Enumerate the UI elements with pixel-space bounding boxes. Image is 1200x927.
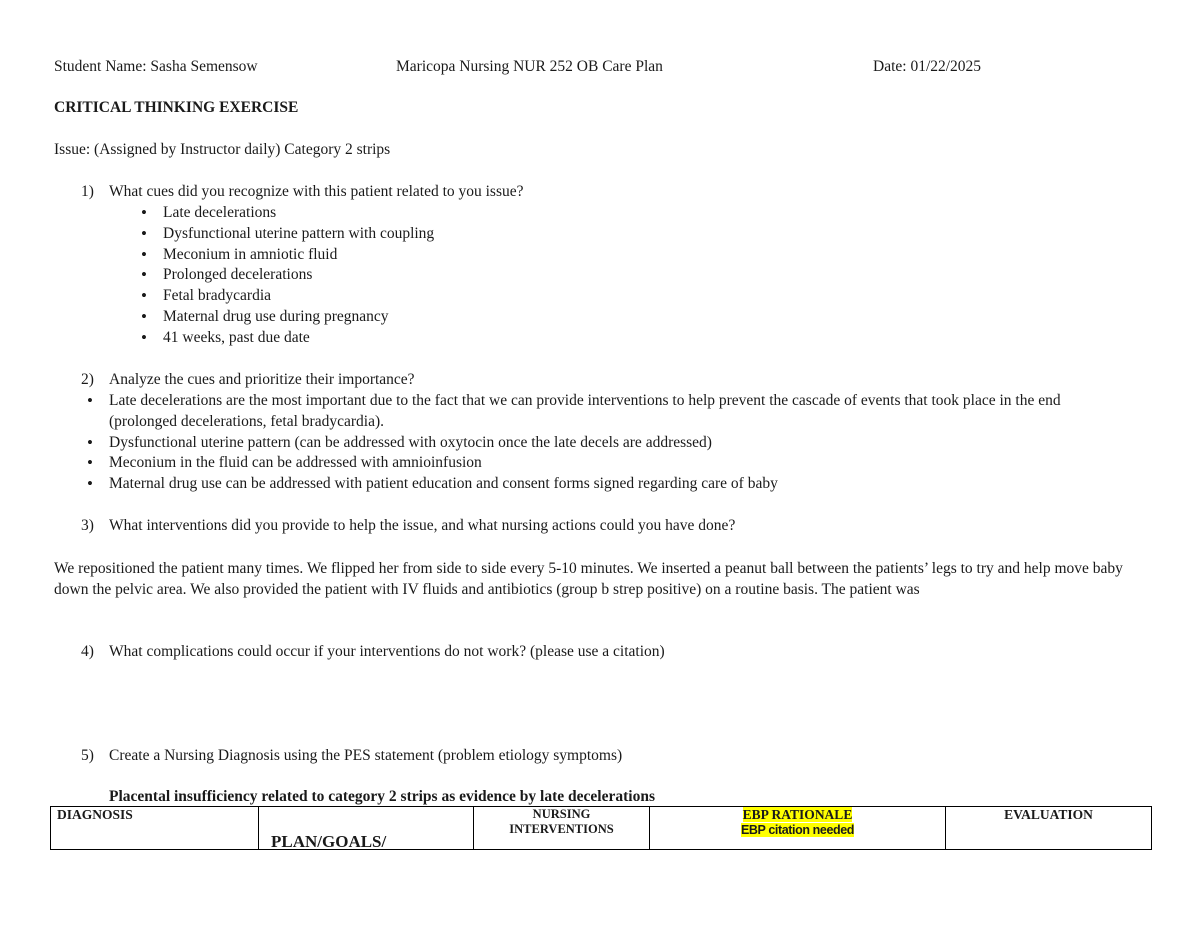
list-item: • Dysfunctional uterine pattern with coupling [163,224,434,245]
q1-number: 1) [81,183,94,200]
col-nursing-interventions: NURSING INTERVENTIONS [474,807,650,850]
q5-number: 5) [81,747,94,764]
course-title: Maricopa Nursing NUR 252 OB Care Plan [396,58,663,75]
q4-question: What complications could occur if your interventions do not work? (please use a citation) [109,643,665,660]
q5-question: Create a Nursing Diagnosis using the PES statement (problem etiology symptoms) [109,747,623,764]
col-plan-goals: PLAN/GOALS/ [259,807,474,850]
list-item: • Fetal bradycardia [163,286,434,307]
issue-line: Issue: (Assigned by Instructor daily) Category 2 strips [54,141,391,158]
q3-number: 3) [81,517,94,534]
page-title: CRITICAL THINKING EXERCISE [54,99,299,116]
list-item: • Meconium in amniotic fluid [163,245,434,266]
list-item: • Late decelerations [163,203,434,224]
list-item: • Prolonged decelerations [163,265,434,286]
list-item: • Maternal drug use during pregnancy [163,307,434,328]
col-diagnosis: DIAGNOSIS [51,807,259,850]
list-item: • 41 weeks, past due date [163,328,434,349]
q2-priority-list [109,391,1119,495]
nursing-diagnosis: Placental insufficiency related to category 2 strips as evidence by late decelerations [109,788,655,805]
q3-question: What interventions did you provide to help the issue, and what nursing actions could you have done? [109,517,736,534]
q1-question: What cues did you recognize with this patient related to you issue? [109,183,524,200]
care-plan-table [50,806,1152,850]
col-evaluation: EVALUATION [946,807,1152,850]
list-item: • Late decelerations are the most important due to the fact that we can provide interventions to help prevent the cascade of events that took place in the end (prolonged decelerations, fetal bradycardia). [109,391,1119,433]
q2-question: Analyze the cues and prioritize their importance? [109,371,415,388]
student-name: Student Name: Sasha Semensow [54,58,258,75]
date: Date: 01/22/2025 [873,58,982,75]
q1-cue-list [163,203,434,349]
col-ebp-rationale: EBP RATIONALE EBP citation needed [650,807,946,850]
table-header-row [51,807,1152,850]
list-item: • Dysfunctional uterine pattern (can be addressed with oxytocin once the late decels are addressed) [109,433,1119,454]
q2-number: 2) [81,371,94,388]
list-item: • Maternal drug use can be addressed with patient education and consent forms signed regarding care of baby [109,474,1119,495]
q3-answer: We repositioned the patient many times. We flipped her from side to side every 5-10 minutes. We inserted a peanut ball between the patients’ legs to try and help move baby down the pelvic area. We also provided the patient with IV fluids and antibiotics (group b strep positive) on a routine basis. The patient was [54,560,1123,598]
q4-number: 4) [81,643,94,660]
list-item: • Meconium in the fluid can be addressed with amnioinfusion [109,453,1119,474]
